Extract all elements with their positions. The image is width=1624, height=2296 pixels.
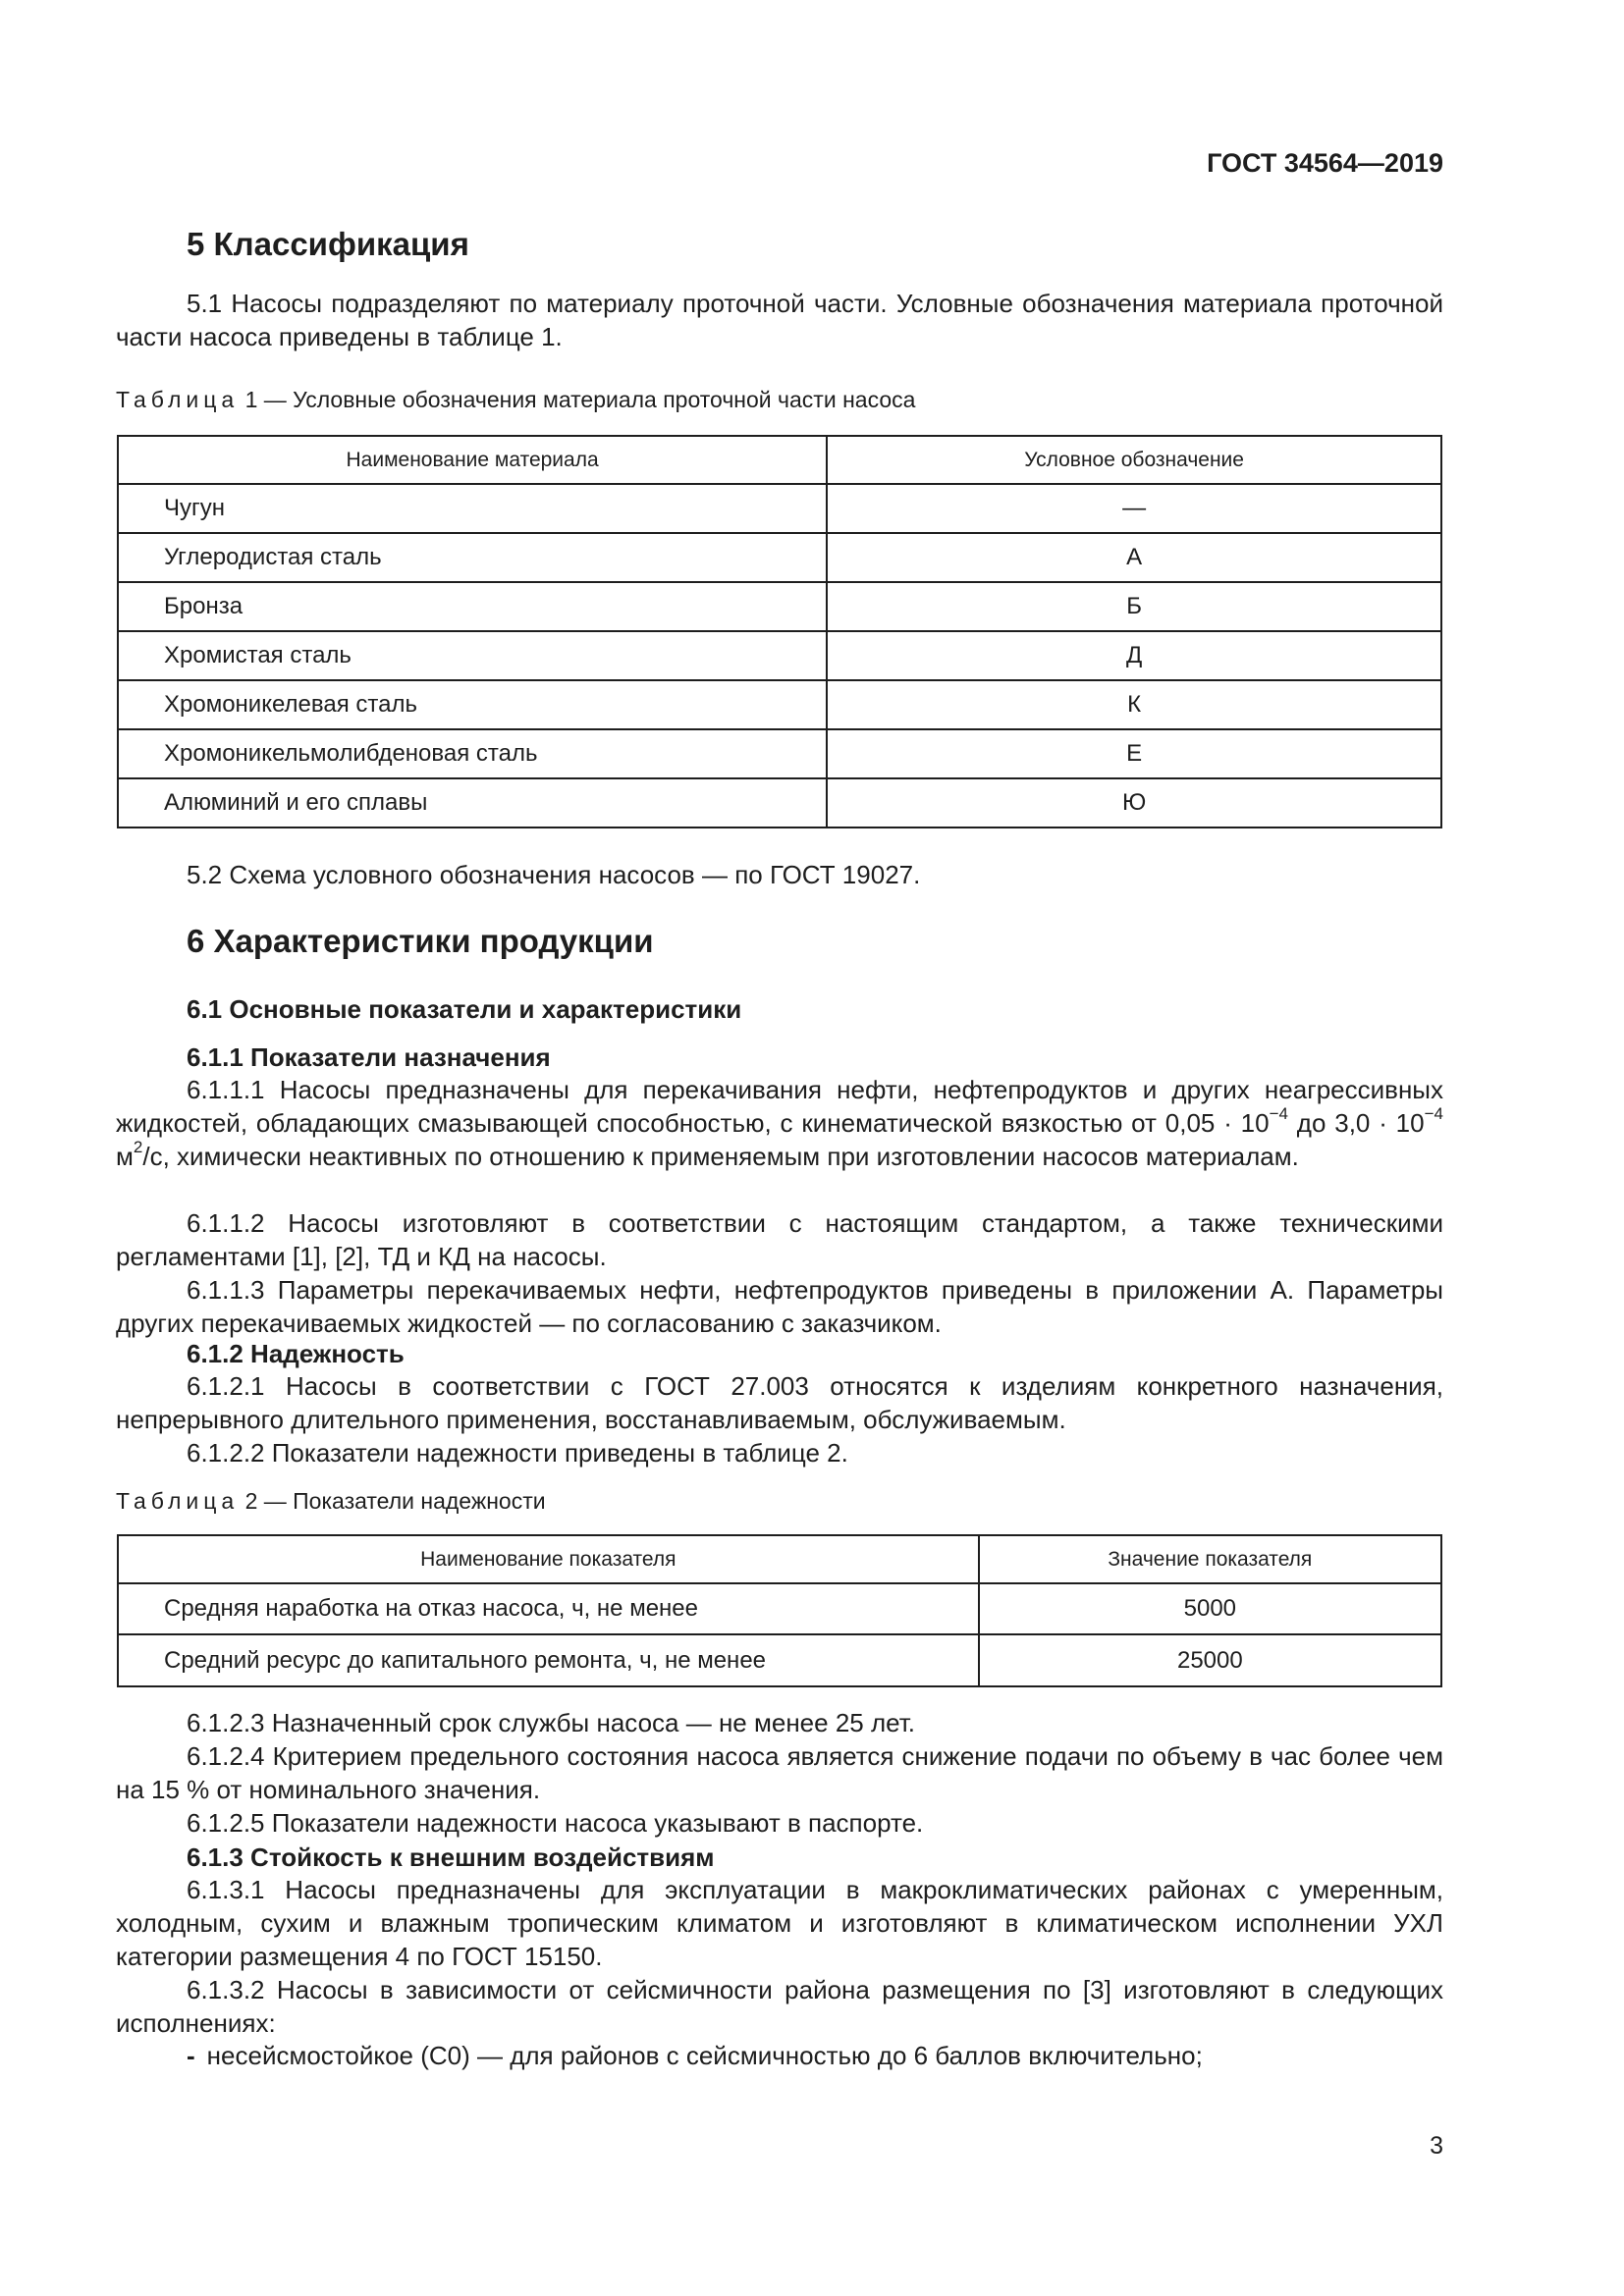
paragraph-5-1: 5.1 Насосы подразделяют по материалу проточной части. Условные обозначения материала проточной части насоса приведены в таблице 1. [116,289,1443,351]
table-row [118,778,1441,828]
table-2-header-indicator: Наименование показателя [118,1535,979,1583]
indicator-name-cell: Средний ресурс до капитального ремонта, ч, не менее [118,1634,979,1686]
material-symbol-cell: А [827,533,1441,582]
material-name-cell: Чугун [118,484,827,533]
document-code-header: ГОСТ 34564—2019 [1207,148,1443,178]
paragraph-6-1-2-5: 6.1.2.5 Показатели надежности насоса указывают в паспорте. [187,1808,924,1838]
material-name-cell: Бронза [118,582,827,631]
table-2-caption-word: Таблица [116,1488,240,1514]
paragraph-6-1-2-2: 6.1.2.2 Показатели надежности приведены в таблице 2. [187,1438,848,1468]
material-symbol-cell: Ю [827,778,1441,828]
table-1-header-symbol: Условное обозначение [827,436,1441,484]
table-1-caption-text: 1 — Условные обозначения материала проточной части насоса [244,387,916,412]
table-1-header-material: Наименование материала [118,436,827,484]
paragraph-6-1-3-2: 6.1.3.2 Насосы в зависимости от сейсмичности района размещения по [3] изготовляют в следующих исполнениях: [116,1975,1443,2038]
table-row [118,631,1441,680]
paragraph-6-1-2-3: 6.1.2.3 Назначенный срок службы насоса — не менее 25 лет. [187,1708,915,1737]
paragraph-6-1-1-2: 6.1.1.2 Насосы изготовляют в соответствии с настоящим стандартом, а также техническими регламентами [1], [2], ТД и КД на насосы. [116,1208,1443,1271]
section-5-heading: 5 Классификация [187,226,469,262]
material-symbol-cell: Б [827,582,1441,631]
material-name-cell: Хромистая сталь [118,631,827,680]
subsection-6-1-1-heading: 6.1.1 Показатели назначения [187,1042,551,1072]
exponent: −4 [1424,1104,1443,1124]
material-symbol-cell: К [827,680,1441,729]
exponent: 2 [133,1138,143,1157]
paragraph-6-1-2-4: 6.1.2.4 Критерием предельного состояния насоса является снижение подачи по объему в час более чем на 15 % от номинального значения. [116,1741,1443,1804]
table-2-header-row [118,1535,1441,1583]
table-1-header-row [118,436,1441,484]
material-symbol-cell: — [827,484,1441,533]
subsection-6-1-heading: 6.1 Основные показатели и характеристики [187,994,742,1024]
paragraph-6-1-1-3: 6.1.1.3 Параметры перекачиваемых нефти, нефтепродуктов приведены в приложении А. Параметры других перекачиваемых жидкостей — по согласованию с заказчиком. [116,1275,1443,1338]
list-item-text: несейсмостойкое (С0) — для районов с сейсмичностью до 6 баллов включительно; [206,2041,1203,2070]
table-1-caption [116,387,915,413]
paragraph-6-1-2-1: 6.1.2.1 Насосы в соответствии с ГОСТ 27.003 относятся к изделиям конкретного назначения, непрерывного длительного применения, восстанавливаемым, обслуживаемым. [116,1371,1443,1434]
material-symbol-cell: Е [827,729,1441,778]
list-item [187,2041,1203,2071]
paragraph-6-1-1-1 [116,1073,1443,1173]
indicator-name-cell: Средняя наработка на отказ насоса, ч, не менее [118,1583,979,1634]
table-row [118,1634,1441,1686]
table-row [118,1583,1441,1634]
paragraph-6-1-1-1-part: 6.1.1.1 Насосы предназначены для перекачивания нефти, нефтепродуктов и других неагрессивных жидкостей, обладающих смазывающей способностью, с кинематической вязкостью от 0,05 · 10 [116,1075,1443,1138]
material-name-cell: Хромоникельмолибденовая сталь [118,729,827,778]
material-name-cell: Углеродистая сталь [118,533,827,582]
material-name-cell: Хромоникелевая сталь [118,680,827,729]
page-number: 3 [1430,2132,1443,2160]
table-row [118,680,1441,729]
table-1-caption-word: Таблица [116,387,240,412]
subsection-6-1-2-heading: 6.1.2 Надежность [187,1339,405,1368]
table-row [118,484,1441,533]
indicator-value-cell: 25000 [979,1634,1441,1686]
table-row [118,582,1441,631]
table-2-caption-text: 2 — Показатели надежности [244,1488,546,1514]
exponent: −4 [1269,1104,1288,1124]
paragraph-6-1-3-1: 6.1.3.1 Насосы предназначены для эксплуатации в макроклиматических районах с умеренным, холодным, сухим и влажным тропическим климатом и изготовляют в климатическом исполнении УХЛ категории размещения 4 по ГОСТ 15150. [116,1875,1443,1971]
subsection-6-1-3-heading: 6.1.3 Стойкость к внешним воздействиям [187,1842,715,1872]
table-2-header-value: Значение показателя [979,1535,1441,1583]
table-row [118,729,1441,778]
paragraph-6-1-1-1-part: до 3,0 · 10 [1287,1108,1425,1138]
section-6-heading: 6 Характеристики продукции [187,923,654,959]
table-1-materials [117,435,1442,828]
table-row [118,533,1441,582]
table-2-caption [116,1488,546,1515]
table-2-reliability [117,1534,1442,1687]
material-symbol-cell: Д [827,631,1441,680]
paragraph-6-1-1-1-part: /с, химически неактивных по отношению к применяемым при изготовлении насосов материалам. [142,1142,1299,1171]
paragraph-6-1-1-1-part: м [116,1142,134,1171]
paragraph-5-2: 5.2 Схема условного обозначения насосов — по ГОСТ 19027. [187,860,921,889]
indicator-value-cell: 5000 [979,1583,1441,1634]
material-name-cell: Алюминий и его сплавы [118,778,827,828]
list-bullet: - [187,2041,195,2070]
